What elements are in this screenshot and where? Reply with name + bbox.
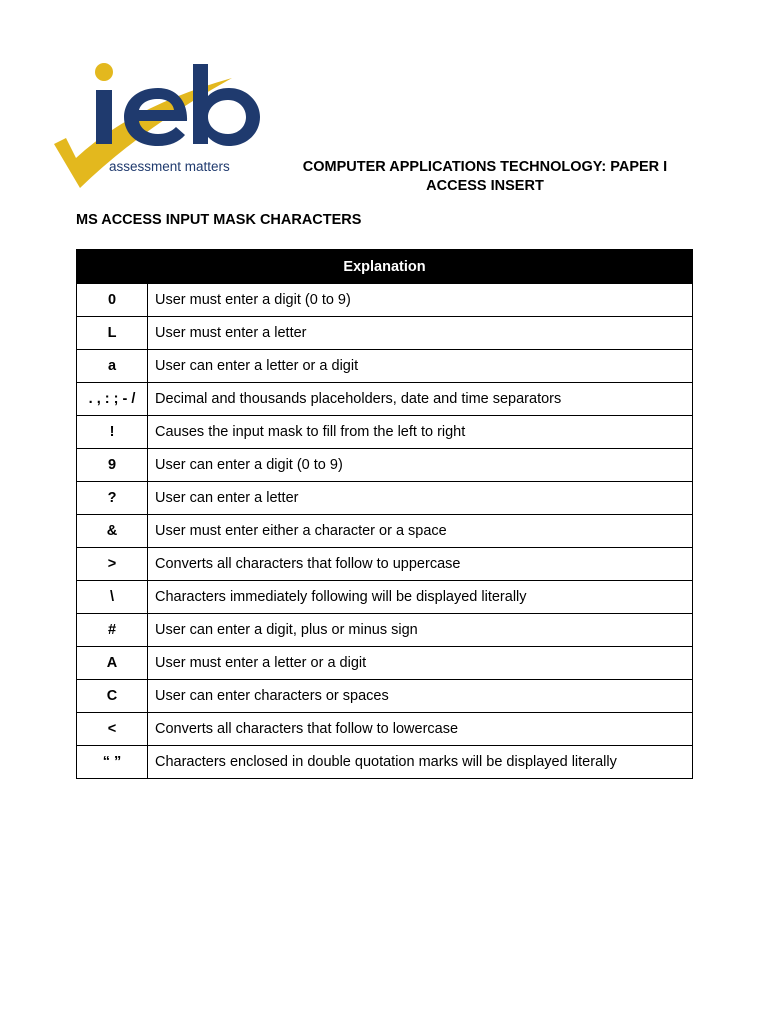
table-row (77, 515, 693, 548)
table-row (77, 647, 693, 680)
document-title-line-1: COMPUTER APPLICATIONS TECHNOLOGY: PAPER I (302, 159, 668, 175)
mask-explanation-cell: User must enter a letter (148, 317, 693, 350)
column-header-explanation: Explanation (77, 250, 693, 284)
table-row (77, 284, 693, 317)
mask-character-cell: \ (77, 581, 148, 614)
table-row (77, 383, 693, 416)
mask-explanation-cell: Converts all characters that follow to uppercase (148, 548, 693, 581)
logo-tagline: assessment matters (109, 159, 230, 174)
mask-character-cell: . , : ; - / (77, 383, 148, 416)
mask-character-cell: < (77, 713, 148, 746)
table-row (77, 416, 693, 449)
mask-character-cell: ? (77, 482, 148, 515)
mask-explanation-cell: Decimal and thousands placeholders, date and time separators (148, 383, 693, 416)
mask-explanation-cell: User must enter a letter or a digit (148, 647, 693, 680)
mask-character-cell: “ ” (77, 746, 148, 779)
mask-explanation-cell: Converts all characters that follow to lowercase (148, 713, 693, 746)
ieb-logo-graphic (52, 58, 267, 193)
table-row (77, 449, 693, 482)
mask-explanation-cell: Characters immediately following will be displayed literally (148, 581, 693, 614)
mask-character-cell: 9 (77, 449, 148, 482)
mask-explanation-cell: Causes the input mask to fill from the left to right (148, 416, 693, 449)
mask-character-cell: C (77, 680, 148, 713)
mask-character-cell: & (77, 515, 148, 548)
table-row (77, 713, 693, 746)
table-row (77, 317, 693, 350)
table-row (77, 746, 693, 779)
i-dot-icon (95, 63, 113, 81)
mask-character-cell: L (77, 317, 148, 350)
table-row (77, 680, 693, 713)
table-row (77, 548, 693, 581)
table-header-row (77, 250, 693, 284)
mask-explanation-cell: User can enter a letter or a digit (148, 350, 693, 383)
mask-explanation-cell: User can enter a digit, plus or minus sign (148, 614, 693, 647)
mask-explanation-cell: User can enter a digit (0 to 9) (148, 449, 693, 482)
table-row (77, 482, 693, 515)
mask-character-cell: # (77, 614, 148, 647)
mask-explanation-cell: User can enter characters or spaces (148, 680, 693, 713)
table-row (77, 350, 693, 383)
input-mask-table (76, 249, 693, 779)
mask-character-cell: ! (77, 416, 148, 449)
mask-explanation-cell: User must enter a digit (0 to 9) (148, 284, 693, 317)
section-heading: MS ACCESS INPUT MASK CHARACTERS (76, 212, 362, 228)
ieb-logo (52, 58, 267, 193)
mask-explanation-cell: Characters enclosed in double quotation marks will be displayed literally (148, 746, 693, 779)
mask-explanation-cell: User must enter either a character or a space (148, 515, 693, 548)
mask-character-cell: > (77, 548, 148, 581)
table-row (77, 581, 693, 614)
table-row (77, 614, 693, 647)
mask-character-cell: A (77, 647, 148, 680)
document-title (280, 158, 690, 196)
document-title-line-2: ACCESS INSERT (426, 178, 544, 194)
mask-character-cell: 0 (77, 284, 148, 317)
mask-character-cell: a (77, 350, 148, 383)
mask-explanation-cell: User can enter a letter (148, 482, 693, 515)
table-body (77, 284, 693, 779)
